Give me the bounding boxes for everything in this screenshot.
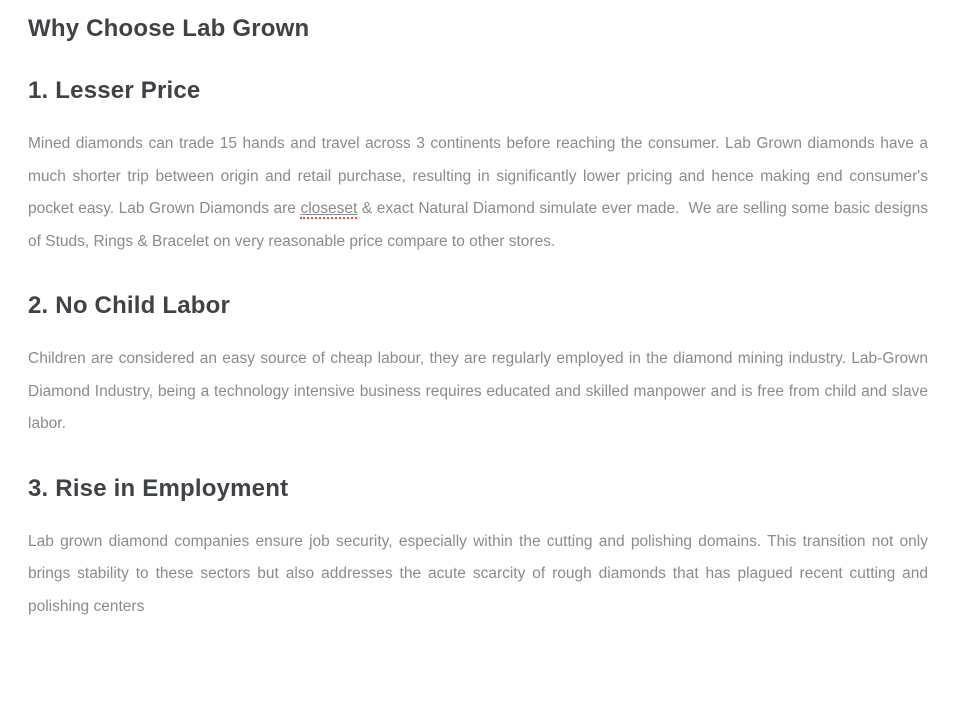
section-heading-no-child-labor: 2. No Child Labor	[28, 292, 231, 320]
section-no-child-labor	[28, 292, 928, 441]
paragraph-no-child-labor: Children are considered an easy source of cheap labour, they are regularly employed in the diamond mining industry. Lab-Grown Diamond Industry, being a technology intensive business requires educated and skilled manpower and is free from child and slave labor.	[28, 350, 928, 433]
page-title: Why Choose Lab Grown	[28, 15, 310, 42]
section-rise-in-employment	[28, 475, 928, 624]
section-lesser-price	[28, 77, 928, 258]
paragraph-lesser-price-after: & exact Natural Diamond simulate ever made. We are selling some basic designs of Studs, Rings & Bracelet on very reasonable price compare to other stores.	[28, 200, 928, 250]
section-heading-rise-in-employment: 3. Rise in Employment	[28, 474, 289, 502]
section-heading-lesser-price: 1. Lesser Price	[28, 77, 201, 104]
paragraph-rise-in-employment: Lab grown diamond companies ensure job security, especially within the cutting and polishing domains. This transition not only brings stability to these sectors but also addresses the acute scarcity of rough diamonds that has plagued recent cutting and polishing centers	[28, 532, 928, 615]
misspelled-word: closeset	[300, 200, 358, 218]
paragraph-lesser-price	[28, 128, 928, 258]
paragraph-lesser-price-before: Mined diamonds can trade 15 hands and travel across 3 continents before reaching the consumer. Lab Grown diamonds have a much shorter trip between origin and retail purchase, resulting in significantly lower pricing and hence making end consumer's pocket easy. Lab Grown Diamonds are	[28, 135, 928, 218]
